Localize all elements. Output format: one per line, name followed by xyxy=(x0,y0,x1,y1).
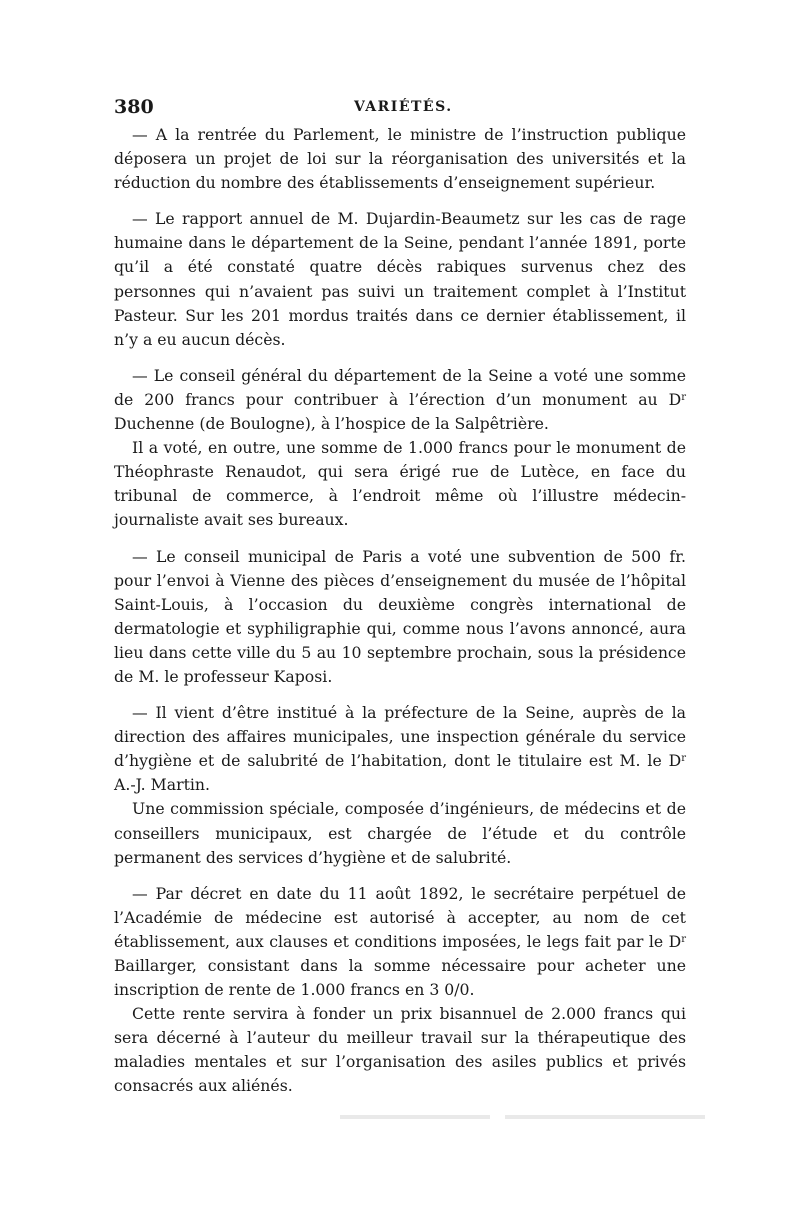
paragraph-prix-bisannuel: Cette rente servira à fonder un prix bisannuel de 2.000 francs qui sera décerné à l’auteur du meilleur travail sur la thérapeutique des maladies mentales et sur l’organisation des asiles publics et privés consacrés aux aliénés. xyxy=(114,1004,686,1096)
paragraph-monument-renaudot: Il a voté, en outre, une somme de 1.000 francs pour le monument de Théophraste Renaudot, qui sera érigé rue de Lutèce, en face du tribunal de commerce, à l’endroit même où l’illustre médecin-journaliste avait ses bureaux. xyxy=(114,438,686,530)
paragraph-subvention-vienne: — Le conseil municipal de Paris a voté une subvention de 500 fr. pour l’envoi à Vienne des pièces d’enseignement du musée de l’hôpital Saint-Louis, à l’occasion du deuxième congrès international de dermatologie et syphiligraphie qui, comme nous l’avons annoncé, aura lieu dans cette ville du 5 au 10 septembre prochain, sous la présidence de M. le professeur Kaposi. xyxy=(114,546,686,686)
paragraph-instruction-publique: — A la rentrée du Parlement, le ministre de l’instruction publique déposera un projet de loi sur la réorganisation des universités et la réduction du nombre des établissements d’enseignement supérieur. xyxy=(114,125,686,193)
superscript: r xyxy=(681,753,686,765)
paragraph-text: A.-J. Martin. xyxy=(114,775,210,795)
bleed-through-texture xyxy=(340,1110,720,1124)
paragraph-text: Duchenne (de Boulogne), à l’hospice de la Salpêtrière. xyxy=(114,414,549,434)
paragraph-commission-speciale: Une commission spéciale, composée d’ingénieurs, de médecins et de conseillers municipaux, est chargée de l’étude et du contrôle permanent des services d’hygiène et de salubrité. xyxy=(114,799,686,867)
paragraph-text: — Par décret en date du 11 août 1892, le secrétaire perpétuel de l’Académie de médecine est autorisé à accepter, au nom de cet établissement, aux clauses et conditions imposées, le legs fait par le D xyxy=(114,883,686,951)
paragraph-rapport-rage: — Le rapport annuel de M. Dujardin-Beaumetz sur les cas de rage humaine dans le département de la Seine, pendant l’année 1891, porte qu’il a été constaté quatre décès rabiques survenus chez des personnes qui n’avaient pas suivi un traitement complet à l’Institut Pasteur. Sur les 201 mordus traités dans ce dernier établissement, il n’y a eu aucun décès. xyxy=(114,209,686,349)
page-header xyxy=(114,96,686,120)
superscript: r xyxy=(681,391,686,403)
paragraph-text: — Le conseil général du département de la Seine a voté une somme de 200 francs pour contribuer à l’érection d’un monument au D xyxy=(114,365,686,409)
page-number: 380 xyxy=(114,96,154,118)
paragraph-monument-duchenne xyxy=(114,364,686,436)
body-text xyxy=(114,123,686,1099)
paragraph-text: — Il vient d’être institué à la préfecture de la Seine, auprès de la direction des affaires municipales, une inspection générale du service d’hygiène et de salubrité de l’habitation, dont le titulaire est M. le D xyxy=(114,703,686,771)
paragraph-decret-legs xyxy=(114,882,686,1002)
running-head: VARIÉTÉS. xyxy=(354,99,453,115)
paragraph-text: Baillarger, consistant dans la somme nécessaire pour acheter une inscription de rente de 1.000 francs en 3 0/0. xyxy=(114,956,686,1000)
superscript: r xyxy=(681,933,686,945)
paragraph-inspection-hygiene xyxy=(114,701,686,797)
